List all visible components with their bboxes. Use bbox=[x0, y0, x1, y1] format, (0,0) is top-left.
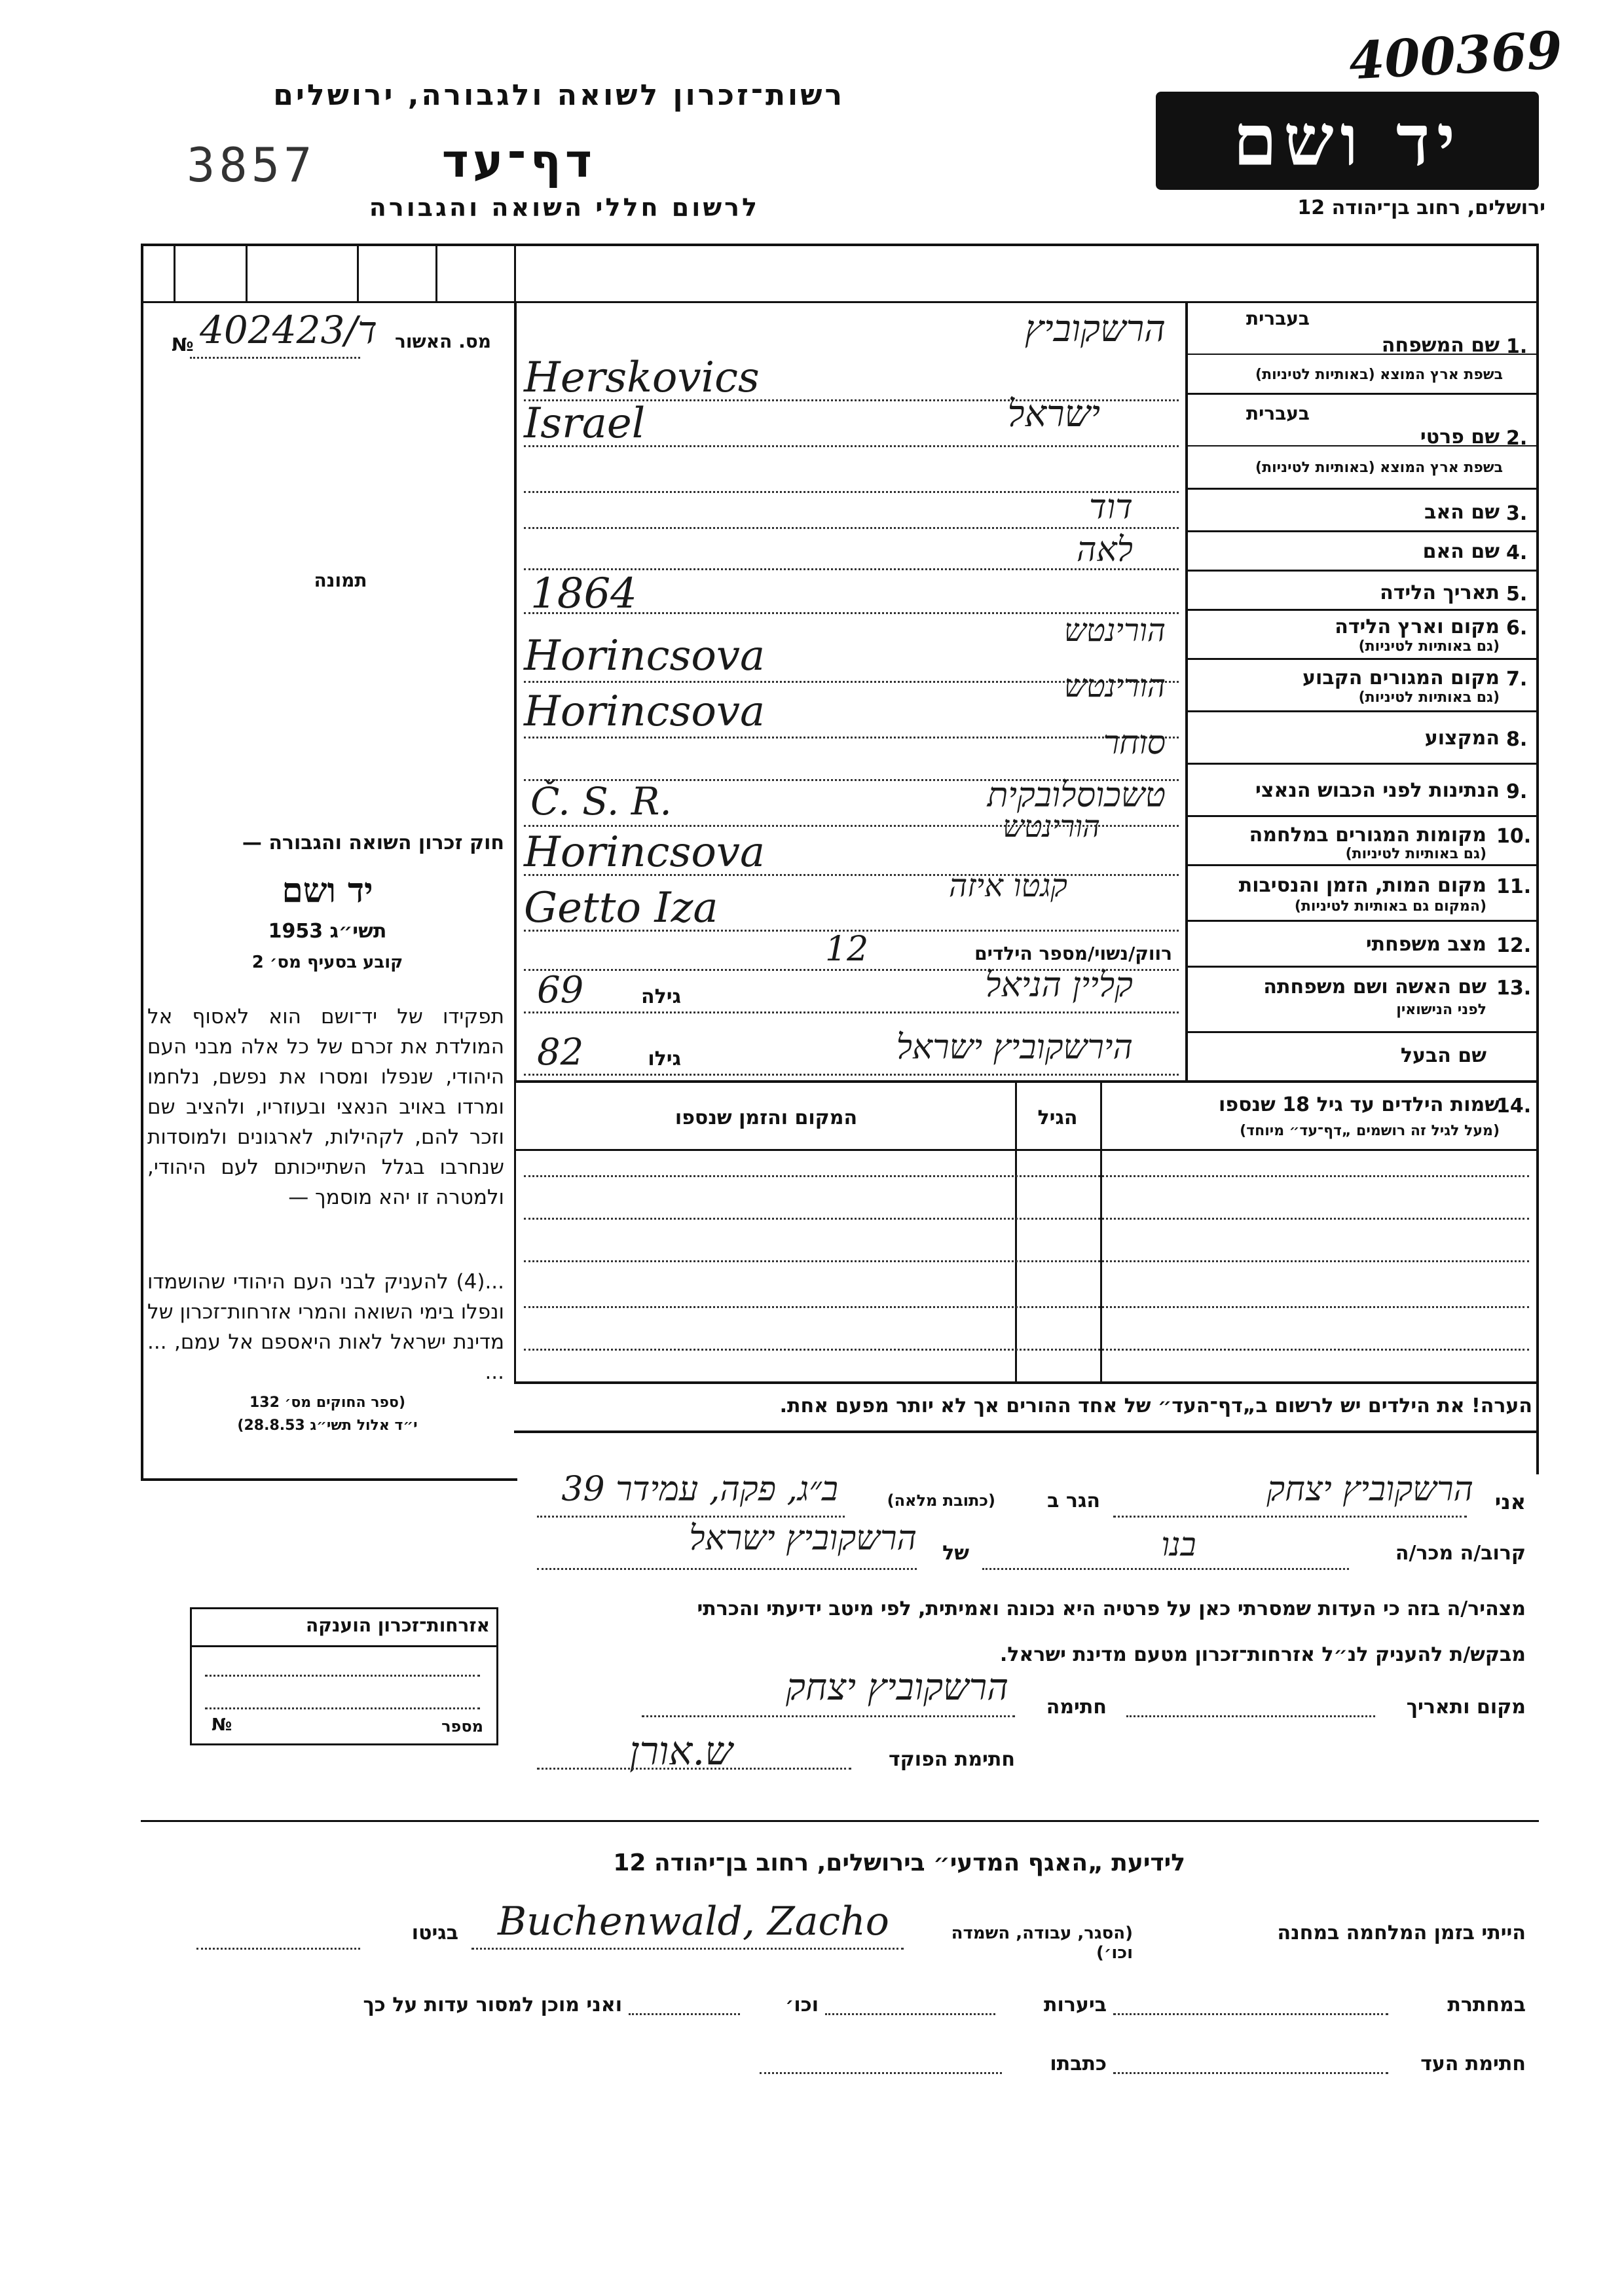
field-9-hebrew: טשכוסלובקית bbox=[987, 776, 1166, 815]
address: ירושלים, רחוב בן־יהודה 12 bbox=[1297, 196, 1545, 219]
approval-label: מס. האשור bbox=[395, 331, 491, 352]
field-10-sub: (גם באותיות לטיניות) bbox=[1345, 846, 1486, 862]
children-age-header: הגיל bbox=[1037, 1106, 1078, 1129]
footer-title: לידיעת „האגף המדעי״ בירושלים, רחוב בן־יהודה 12 bbox=[613, 1850, 1185, 1876]
law-source-2: י״ד אלול תשי״ג 28.8.53) bbox=[237, 1417, 418, 1434]
field-1-hebrew: הרשקוביץ bbox=[1024, 308, 1166, 350]
footer-line1-prefix: הייתי בזמן המלחמה במחנה bbox=[1277, 1922, 1526, 1944]
footer-line3-b: כתבתו bbox=[1050, 2052, 1107, 2075]
field-4-num: 4. bbox=[1506, 541, 1528, 564]
field-11-num: 11. bbox=[1496, 875, 1532, 898]
decl-address-hint: (כתובת מלאה) bbox=[887, 1491, 995, 1510]
law-title: חוק זכרון השואה והגבורה — bbox=[242, 831, 504, 854]
field-8-value: סוחר bbox=[1103, 723, 1166, 761]
law-source-1: (ספר החוקים מס׳ 132 bbox=[249, 1394, 406, 1411]
field-8-label: המקצוע bbox=[1424, 727, 1500, 750]
decl-statement: מצהיר/ה בזה כי העדות שמסרתי כאן על פרטיה היא נכונה ואמיתית, לפי מיטב ידיעתי והכרתי bbox=[697, 1597, 1526, 1620]
field-10-latin: Horincsova bbox=[524, 828, 766, 877]
field-13-sub: לפני הנישואין bbox=[1396, 1002, 1486, 1018]
field-husband-age: 82 bbox=[537, 1031, 584, 1074]
note: הערה! את הילדים יש לרשום ב„דף־העד״ של אחד ההורים אך לא יותר מפעם אחת. bbox=[779, 1394, 1532, 1417]
field-6-latin: Horincsova bbox=[524, 632, 766, 680]
footer-line1-value: Buchenwald, Zacho bbox=[498, 1899, 889, 1944]
field-13-age-label: גילה bbox=[641, 985, 681, 1008]
footer-line1-hint: (הסגר, עבודה, השמדה וכו׳) bbox=[951, 1923, 1133, 1963]
children-num: 14. bbox=[1496, 1095, 1532, 1118]
children-label: שמות הילדים עד גיל 18 שנספו bbox=[1219, 1093, 1500, 1116]
field-5-value: 1864 bbox=[530, 570, 637, 618]
field-9-num: 9. bbox=[1506, 780, 1528, 803]
field-7-latin: Horincsova bbox=[524, 687, 766, 736]
law-name: יד ושם bbox=[282, 871, 373, 911]
decl-resides: הגר ב bbox=[1047, 1489, 1100, 1512]
law-clause: ...(4) להעניק לבני העם היהודי שהושמדו ונפלו בימי השואה והמרי אזרחות־זכרון של מדינת ישראל לאות היאספם אל עמם, ... ... bbox=[147, 1270, 504, 1384]
field-5-label: תאריך הלידה bbox=[1380, 581, 1500, 604]
archive-number: 400369 bbox=[1347, 20, 1564, 92]
field-9-latin: Č. S. R. bbox=[530, 779, 672, 824]
field-12-num: 12. bbox=[1496, 934, 1532, 957]
field-3-label: שם האב bbox=[1424, 501, 1500, 524]
field-13-value: קליין הניאל bbox=[985, 966, 1133, 1005]
law-text: תפקידו של יד־ושם הוא לאסוף אל המולדת את זכרם של כל אלה מבני העם היהודי, שנפלו ומסרו את נפשם, נלחמו ומרדו באויב הנאצי ובעוזריו, ולהציב שם וזכר להם, לקהילות, לארגונים ולמוסדות שנחרבו בגלל השתייכותם לעם היהודי, ולמטרה זו יהא מוסמך — bbox=[147, 1005, 504, 1209]
field-2-num: 2. bbox=[1506, 427, 1528, 450]
decl-signature: הרשקוביץ יצחק bbox=[785, 1666, 1008, 1709]
field-3-num: 3. bbox=[1506, 502, 1528, 525]
field-4-value: לאה bbox=[1077, 530, 1133, 570]
decl-of-label: של bbox=[942, 1542, 969, 1565]
decl-request: מבקש/ת להעניק לנ״ל אזרחות־זכרון מטעם מדינת ישראל. bbox=[999, 1643, 1526, 1666]
decl-place-date-label: מקום ותאריך bbox=[1406, 1696, 1526, 1719]
field-1-sub: בשפת ארץ המוצא (באותיות לטיניות) bbox=[1255, 367, 1503, 383]
field-9-label: הנתינות לפני הכבוש הנאצי bbox=[1255, 779, 1500, 802]
footer-line3-a: חתימת העד bbox=[1420, 2052, 1526, 2075]
law-year: תשי״ג 1953 bbox=[268, 920, 387, 943]
field-husband-label: שם הבעל bbox=[1400, 1044, 1486, 1067]
field-1-num: 1. bbox=[1506, 335, 1528, 358]
field-11-latin: Getto Iza bbox=[524, 884, 718, 932]
decl-relative-label: קרוב/ה מכר/ה bbox=[1395, 1542, 1526, 1565]
footer-line2-c: וכו׳ bbox=[785, 1994, 819, 2016]
field-6-hebrew: הורינטש bbox=[1063, 612, 1166, 649]
approval-number: 402423/ד bbox=[200, 308, 377, 352]
citizenship-number-label: מספר bbox=[441, 1717, 483, 1736]
field-12-value: 12 bbox=[825, 930, 869, 969]
authority-name: רשות־זכרון לשואה ולגבורה, ירושלים bbox=[273, 79, 845, 112]
field-3-value: דוד bbox=[1089, 488, 1133, 527]
field-husband-value: הירשקוביץ ישראל bbox=[896, 1028, 1133, 1067]
footer-line2-d: ואני מוכן למסור עדות על כך bbox=[363, 1994, 622, 2016]
field-12-label: מצב משפחתי bbox=[1365, 933, 1486, 956]
field-1-lang: בעברית bbox=[1246, 308, 1310, 329]
form-number: 3857 bbox=[187, 137, 316, 192]
field-8-num: 8. bbox=[1506, 728, 1528, 751]
field-10-num: 10. bbox=[1496, 825, 1532, 848]
footer-line2-a: במחתרת bbox=[1447, 1994, 1526, 2016]
law-section: קובע בסעיף מס׳ 2 bbox=[251, 953, 403, 972]
field-6-num: 6. bbox=[1506, 617, 1528, 640]
field-2-label: שם פרטי bbox=[1420, 426, 1500, 448]
field-6-sub: (גם באותיות לטיניות) bbox=[1358, 638, 1500, 655]
field-7-hebrew: הורינטש bbox=[1063, 668, 1166, 704]
field-11-hebrew: קגטו איזה bbox=[949, 867, 1067, 904]
form-title: דף־עד bbox=[441, 134, 596, 188]
children-sub: (מעל לגיל זה רושמים „דף־עד״ מיוחד) bbox=[1240, 1123, 1500, 1139]
field-2-hebrew: ישראל bbox=[1007, 393, 1100, 435]
footer-line2-b: ביערות bbox=[1044, 1994, 1107, 2016]
form-subtitle: לרשום חללי השואה והגבורה bbox=[369, 193, 760, 222]
decl-i-label: אני bbox=[1494, 1489, 1526, 1514]
citizenship-no-symbol: № bbox=[212, 1715, 232, 1735]
field-1-label: שם המשפחה bbox=[1381, 334, 1500, 357]
decl-signature-label: חתימה bbox=[1046, 1696, 1107, 1719]
field-4-label: שם האם bbox=[1422, 540, 1500, 563]
field-7-sub: (גם באותיות לטיניות) bbox=[1358, 689, 1500, 706]
photo-label: תמונה bbox=[314, 570, 367, 591]
field-2-latin: Israel bbox=[524, 399, 646, 448]
decl-address: ב״ג, פקה, עמידר 39 bbox=[561, 1470, 838, 1509]
field-7-num: 7. bbox=[1506, 668, 1528, 691]
logo-text: יד ושם bbox=[1232, 100, 1462, 182]
field-1-latin: Herskovics bbox=[524, 354, 760, 402]
field-13-age: 69 bbox=[537, 969, 584, 1011]
decl-i-name: הרשקוביץ יצחק bbox=[1266, 1470, 1473, 1509]
field-11-label: מקום המות, הזמן והנסיבות bbox=[1238, 874, 1486, 897]
field-2-sub: בשפת ארץ המוצא (באותיות לטיניות) bbox=[1255, 460, 1503, 476]
citizenship-box bbox=[190, 1607, 498, 1745]
approval-no-symbol: № bbox=[172, 334, 194, 355]
field-10-label: מקומות המגורים במלחמה bbox=[1249, 824, 1486, 847]
field-12-inline-label: רווק/נשוי/מספר הילדים bbox=[974, 943, 1172, 964]
decl-officer-label: חתימת הפוקד bbox=[889, 1748, 1015, 1771]
field-10-hebrew: הורינטש bbox=[1003, 809, 1100, 844]
field-11-sub: (המקום גם באותיות לטיניות) bbox=[1294, 898, 1486, 915]
decl-relation: בנו bbox=[1161, 1525, 1196, 1563]
field-6-label: מקום וארץ הלידה bbox=[1335, 615, 1500, 638]
decl-of-name: הרשקוביץ ישראל bbox=[689, 1519, 917, 1558]
field-husband-age-label: גילו bbox=[648, 1048, 681, 1070]
field-2-lang: בעברית bbox=[1246, 403, 1310, 424]
decl-officer-signature: ש.אורן bbox=[629, 1728, 733, 1774]
logo bbox=[1156, 92, 1539, 190]
citizenship-title: אזרחות־זכרון הוענקה bbox=[306, 1614, 490, 1636]
field-13-num: 13. bbox=[1496, 977, 1532, 1000]
field-5-num: 5. bbox=[1506, 583, 1528, 606]
children-place-header: המקום והזמן שנספו bbox=[674, 1106, 858, 1129]
field-7-label: מקום המגורים הקבוע bbox=[1302, 666, 1500, 689]
field-13-label: שם האשה ושם משפחתה bbox=[1263, 975, 1486, 998]
footer-line1-suffix: בגיטו bbox=[411, 1922, 458, 1944]
